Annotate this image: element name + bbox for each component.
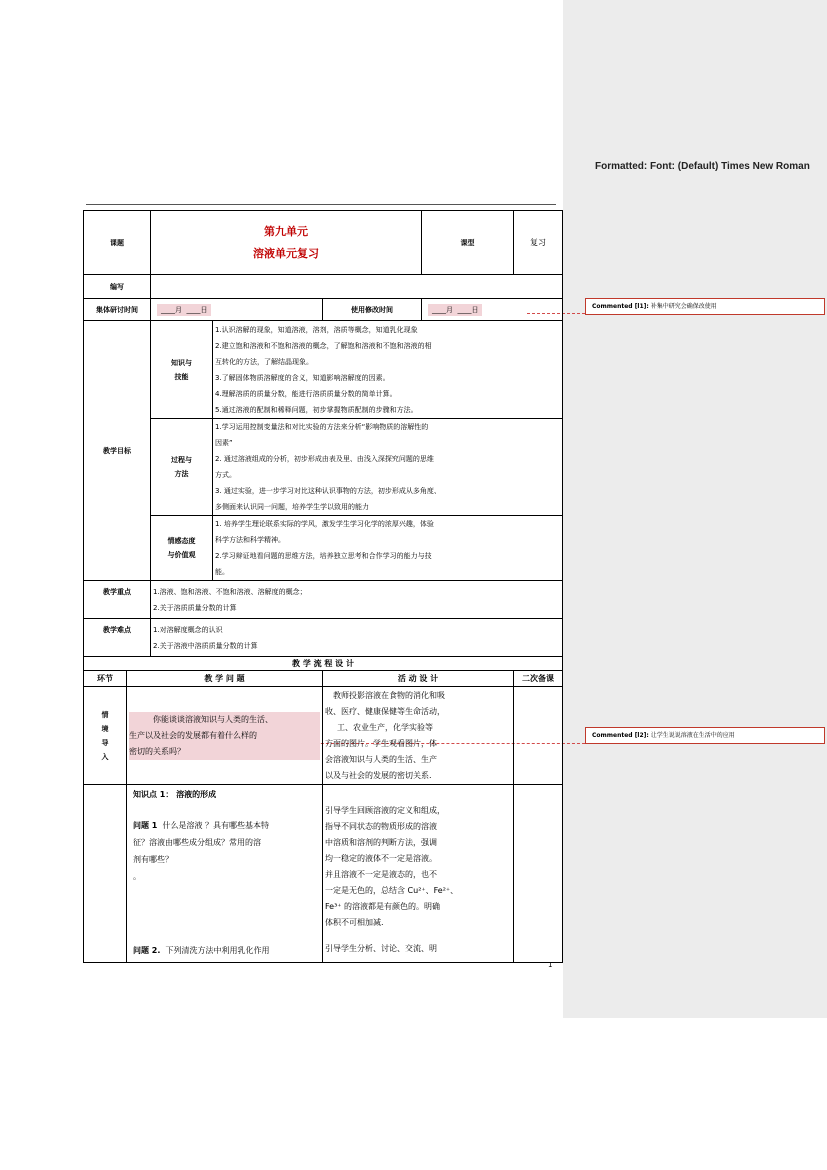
compile-label: 编写 (84, 275, 151, 299)
header-rule (86, 204, 556, 205)
point1-question: 知识点 1： 溶液的形成 问题 1 什么是溶液 ？具有哪些基本特 征？溶液由哪些成分组成？常用的溶 剂有哪些？ 。 问题 2. 下列清洗方法中利用乳化作用 (127, 785, 323, 963)
goal-label: 教学目标 (84, 321, 151, 581)
key-points: 1.溶液、饱和溶液、不饱和溶液、溶解度的概念； 2.关于溶质质量分数的计算 (151, 581, 563, 619)
col-stage: 环节 (84, 671, 127, 687)
comment-text: 让学生说说溶液在生活中的应用 (650, 732, 735, 739)
comment-balloon-1[interactable] (585, 298, 825, 315)
type-label: 课型 (422, 211, 514, 275)
intro-question: 你能谈谈溶液知识与人类的生活、 生产以及社会的发展都有着什么样的 密切的关系吗？ (127, 687, 323, 785)
type-value: 复习 (514, 211, 563, 275)
comment-author: Commented [l1]: (592, 303, 649, 310)
process-label: 过程与 (171, 456, 192, 464)
study-time-value[interactable]: ____月 ____日 (151, 299, 323, 321)
col-revision: 二次备课 (514, 671, 563, 687)
intro-activity: 教师投影溶液在食物的消化和吸 收、医疗、健康保健等生命活动， 工、农业生产，化学实验等 方面的图片。学生观看图片，体 会溶液知识与人类的生活、生产 以及与社会的发展的密切关系. (323, 687, 514, 785)
col-activity: 活 动 设 计 (323, 671, 514, 687)
difficult-points-label: 教学难点 (84, 619, 151, 657)
intro-stage-label: 情 境 导 入 (84, 687, 127, 785)
knowledge-goals: 1.认识溶解的现象，知道溶液，溶剂，溶质等概念，知道乳化现象 2.建立饱和溶液和不饱和溶液的概念，了解饱和溶液和不饱和溶液的相 互转化的方法，了解结晶现象。 3.了解固体物质溶解度的含义，知道影响溶解度的因素。 4.理解溶质的质量分数，能进行溶质质量分数的简单计算。 5.通过溶液的配制和稀释问题，初步掌握物质配制的步骤和方法。 (213, 321, 563, 419)
comment-text: 补集中研究会确保改使用 (650, 303, 717, 310)
point1-revision[interactable] (514, 785, 563, 963)
lesson-plan-table: 课题 第九单元 溶液单元复习 课型 复习 编写 集体研讨时间 ____月 ____日 使用修改时间 ____月 ____日 教学目标 知识与 技能 1.认识溶解的现象，知道溶液，溶剂，溶质等概念，知道乳化现象 2.建立饱和溶液和不饱和溶液的概念，了解饱和溶液和不饱和溶液的相 互转化的方法，了解结晶现象。 3.了解固体物质溶解度的含义，知道影响溶解度的因素。 4.理解溶质的质量分数，能进行溶质质量分数的简单计算。 5.通过溶液的配制和稀释问题，初步掌握物质配制的步骤和方法。 过程与 方法 1.学习运用控制变量法和对比实验的方法来分析“影响物质的溶解性的 因素” 2. 通过溶液组成的分析，初步形成由表及里、由浅入深探究问题的思维 方式。 3. 通过实验，进一步学习对比这种认识事物的方法，初步形成从多角度、 多侧面来认识同一问题，培养学生学以致用的能力 情感态度 与价值观 1. 培养学生理论联系实际的学风，激发学生学习化学的浓厚兴趣，体验 科学方法和科学精神。 2.学习辩证地看问题的思维方法，培养独立思考和合作学习的能力与技 能。 教学重点 1.溶液、饱和溶液、不饱和溶液、溶解度的概念； 2.关于溶质质量分数的计算 教学难点 1.对溶解度概念的认识 2.关于溶液中溶质质量分数的计算 教 学 流 程 设 计 环节 教 学 问 题 活 动 设 计 二次备课 情 境 导 入 你能谈谈溶液知识与人类的生活、 生产以及社会的发展都有着什么样的 密切的关系吗？ 教师投影溶液在食物的消化和吸 收、医疗、健康保健等生命活动， 工、农业生产，化学实验等 方面的图片。学生观看图片，体 会溶液知识与人类的生活、生产 以及与社会的发展的密切关系. 知识点 1： 溶液的形成 问题 1 什么是溶液 ？具有哪些基本特 征？溶液由哪些成分组成？常用的溶 剂有哪些？ 。 问题 2. 下列清洗方法中利用乳化作用 引导学生回顾溶液的定义和组成， 指导不同状态的物质形成的溶液 中溶质和溶剂的判断方法，强调 均一稳定的液体不一定是溶液。 并且溶液不一定是液态的，也不 一定是无色的，总结含 Cu²⁺、Fe²⁺、 Fe³⁺ 的溶液都是有颜色的。明确 体积不可相加减. 引导学生分析、讨论、交流、明 (83, 210, 563, 963)
comment-balloon-2[interactable] (585, 727, 825, 744)
page-number: 1 (548, 961, 553, 969)
emotion-label: 情感态度 (167, 537, 196, 545)
knowledge-label: 知识与 (171, 358, 192, 367)
comment-author: Commented [l2]: (592, 732, 649, 739)
comments-pane (563, 0, 827, 1018)
difficult-points: 1.对溶解度概念的认识 2.关于溶液中溶质质量分数的计算 (151, 619, 563, 657)
comments-pane-title: Formatted: Font: (Default) Times New Roman (595, 161, 810, 172)
key-points-label: 教学重点 (84, 581, 151, 619)
title-label: 课题 (84, 211, 151, 275)
unit-subtitle: 溶液单元复习 (253, 246, 320, 260)
emotion-goals: 1. 培养学生理论联系实际的学风，激发学生学习化学的浓厚兴趣，体验 科学方法和科学精神。 2.学习辩证地看问题的思维方法，培养独立思考和合作学习的能力与技 能。 (213, 516, 563, 581)
use-time-value[interactable]: ____月 ____日 (422, 299, 563, 321)
intro-revision[interactable] (514, 687, 563, 785)
use-time-label: 使用修改时间 (323, 299, 422, 321)
point1-activity: 引导学生回顾溶液的定义和组成， 指导不同状态的物质形成的溶液 中溶质和溶剂的判断方法，强调 均一稳定的液体不一定是溶液。 并且溶液不一定是液态的，也不 一定是无色的，总结含 Cu²⁺、Fe²⁺、 Fe³⁺ 的溶液都是有颜色的。明确 体积不可相加减. 引导学生分析、讨论、交流、明 (323, 785, 514, 963)
point1-stage (84, 785, 127, 963)
compile-value[interactable] (151, 275, 563, 299)
flow-title: 教 学 流 程 设 计 (84, 657, 563, 671)
process-goals: 1.学习运用控制变量法和对比实验的方法来分析“影响物质的溶解性的 因素” 2. 通过溶液组成的分析，初步形成由表及里、由浅入深探究问题的思维 方式。 3. 通过实验，进一步学习对比这种认识事物的方法，初步形成从多角度、 多侧面来认识同一问题，培养学生学以致用的能力 (213, 419, 563, 516)
unit-title: 第九单元 (264, 224, 309, 238)
col-question: 教 学 问 题 (127, 671, 323, 687)
study-time-label: 集体研讨时间 (84, 299, 151, 321)
